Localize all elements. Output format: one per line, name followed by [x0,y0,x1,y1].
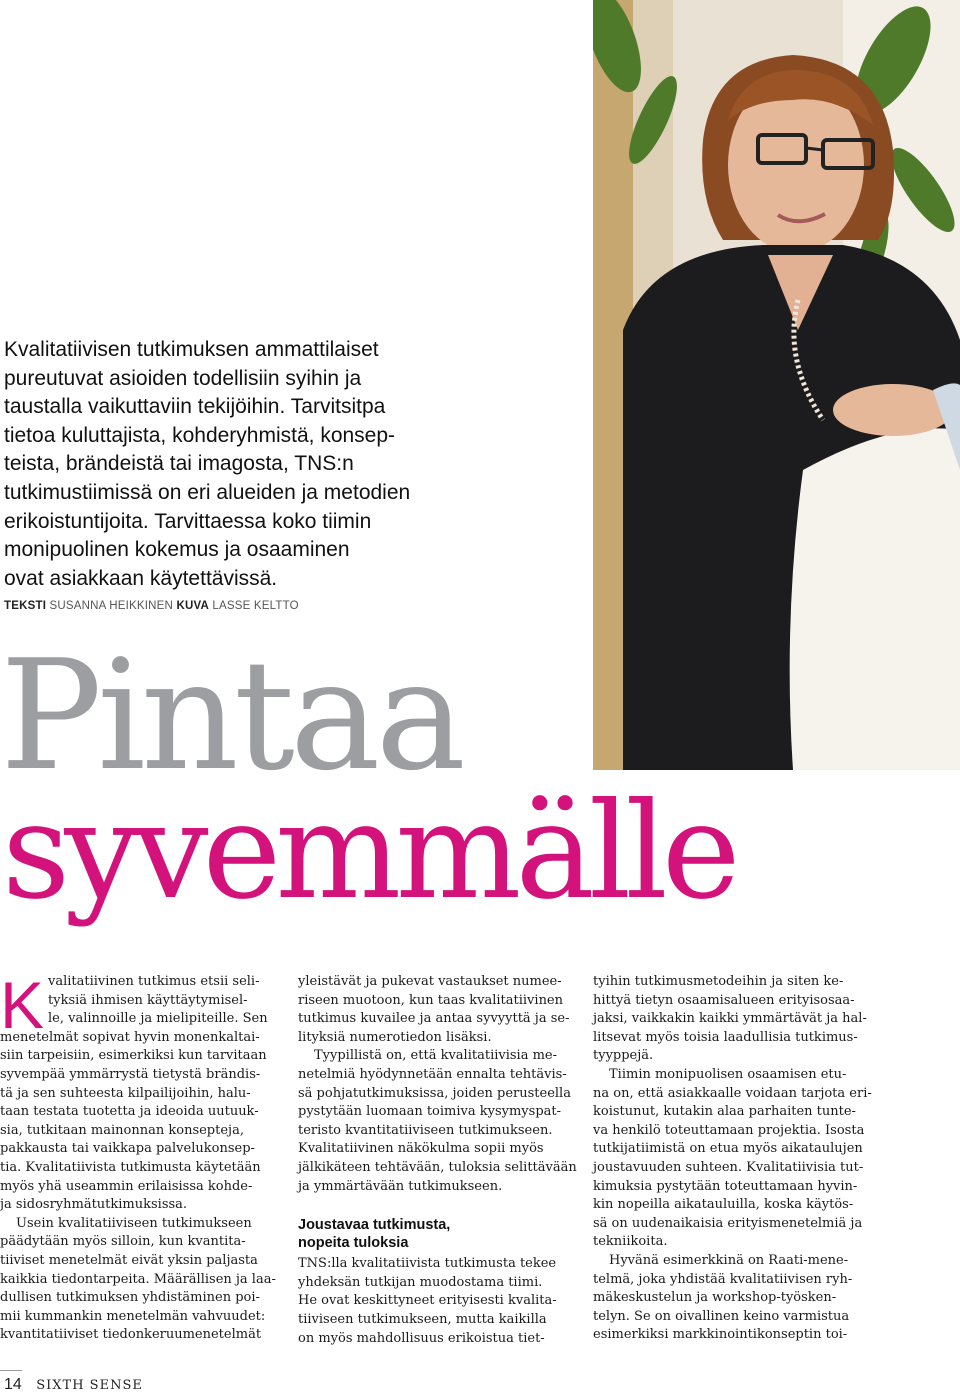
body-line: TNS:lla kvalitatiivista tutkimusta tekee [298,1256,557,1272]
body-line: valitatiivinen tutkimus etsii seli- [48,974,260,989]
body-line: tä ja sen suhteesta kilpailijoihin, halu- [0,1085,251,1101]
body-line: ja ymmärtävään tutkimukseen. [298,1178,503,1194]
headline-line-1: Pintaa [0,627,462,804]
body-line: mii kummankin menetelmän vahvuudet: [0,1308,266,1324]
lead-line: monipuolinen kokemus ja osaaminen [4,538,350,562]
body-line: siin tarpeisiin, esimerkiksi kun tarvitaan [0,1048,267,1064]
body-line: tutkimus kuvailee ja antaa syvyyttä ja se- [298,1011,570,1027]
subheading: nopeita tuloksia [298,1235,409,1252]
body-line: tia. Kvalitatiivista tutkimusta käytetään [0,1159,261,1175]
body-line: na on, että asiakkaalle voidaan tarjota eri- [593,1085,872,1101]
body-line: va henkilö toteuttamaan projektia. Isosta [593,1122,865,1138]
lead-line: teista, brändeistä tai imagosta, TNS:n [4,452,354,476]
body-line: sia, tutkitaan mainonnan konsepteja, [0,1122,244,1138]
body-line: mäkeskustelun ja workshop-työsken- [593,1290,837,1306]
body-line: Kvalitatiivinen näkökulma sopii myös [298,1141,544,1157]
body-line: tutkijatiimistä on etua myös aikataulujen [593,1141,863,1157]
lead-line: Kvalitatiivisen tutkimuksen ammattilaiset [4,338,379,361]
body-column-3 [593,973,872,1345]
body-line: kaikkia tiedontarpeita. Määrällisen ja laa- [0,1271,276,1287]
body-line: jälkikäteen tehtävään, tuloksia selittävään [298,1159,577,1175]
body-line: telmä, joka yhdistää kvalitatiivisen ryh- [593,1271,853,1287]
body-line: kin nopeilla aikatauluilla, koska käytös- [593,1197,854,1213]
lead-line: tutkimustiimissä on eri alueiden ja metodien [4,480,411,504]
body-line: hittyä tietyn osaamisalueen erityisosaa- [593,992,855,1008]
body-line: taan testata tuotetta ja ideoida uutuuk- [0,1104,259,1120]
byline-text-label: TEKSTI [4,600,47,612]
body-line: tyksiä ihmisen käyttäytymisel- [48,992,248,1008]
headline-line-2: syvemmälle [2,775,735,929]
body-line: Tyypillistä on, että kvalitatiivisia me- [314,1048,558,1064]
body-line: sä pohjatutkimuksissa, joiden perusteella [298,1085,571,1101]
body-line: myös yhä useammin erilaisissa kohde- [0,1178,253,1194]
body-line: syvempää ymmärrystä tietystä brändis- [0,1066,261,1082]
byline-author: SUSANNA HEIKKINEN [49,600,174,612]
body-column-1 [0,968,276,1345]
footer-rule [0,1370,22,1371]
body-line: jaksi, vaikkakin kaikki ymmärtävät ja hal- [593,1011,867,1027]
body-line: dullisen tutkimuksen yhdistäminen poi- [0,1290,260,1306]
publication-name: SIXTH SENSE [36,1378,143,1393]
body-line: kimuksia pystytään toteuttamaan hyvin- [593,1178,858,1194]
body-line: yleistävät ja pukevat vastaukset numee- [298,974,562,989]
body-line: yhdeksän tutkijan muodostama tiimi. [298,1274,543,1290]
body-line: netelmiä hyödynnetään ennalta tehtävis- [298,1066,567,1082]
body-line: menetelmät sopivat hyvin monenkaltai- [0,1029,260,1045]
body-line: tyihin tutkimusmetodeihin ja siten ke- [593,974,844,989]
body-line: esimerkiksi markkinointikonseptin toi- [593,1327,848,1343]
lead-line: erikoistuntijoita. Tarvittaessa koko tiimin [4,509,372,533]
drop-cap: K [0,968,45,1042]
lead-line: taustalla vaikuttaviin tekijöihin. Tarvitsitpa [4,395,386,419]
body-line: Hyvänä esimerkkinä on Raati-mene- [609,1252,849,1268]
page-number: 14 [4,1376,22,1393]
body-line: tiiviset menetelmät eivät yksin paljasta [0,1252,258,1268]
body-line: tiiviseen tutkimukseen, mutta kaikilla [298,1311,547,1327]
body-line: telyn. Se on oivallinen keino varmistua [593,1308,850,1324]
body-line: teristo kvantitatiiviseen tutkimukseen. [298,1122,553,1138]
portrait-photo [593,0,960,770]
page-footer [4,1376,143,1394]
body-line: sä on uudenaikaisia erityismenetelmiä ja [593,1215,863,1231]
body-line: joustavuuden suhteen. Kvalitatiivisia tut- [593,1159,864,1175]
body-line: tyyppejä. [593,1048,654,1064]
body-line: päädytään myös silloin, kun kvantita- [0,1234,246,1250]
body-line: riseen muotoon, kun taas kvalitatiivinen [298,992,564,1008]
lead-paragraph [4,336,504,593]
body-line: ja sidosryhmätutkimuksissa. [0,1197,188,1213]
lead-line: pureutuvat asioiden todellisiin syihin ja [4,366,362,390]
body-line: Usein kvalitatiiviseen tutkimukseen [16,1215,252,1231]
body-line: koistunut, kutakin alaa parhaiten tunte- [593,1104,856,1120]
byline [4,600,299,612]
body-line: pakkausta tai vaikkapa palvelukonsep- [0,1141,255,1157]
body-line: Tiimin monipuolisen osaamisen etu- [609,1066,847,1082]
body-line: kvantitatiiviset tiedonkeruumenetelmät [0,1327,262,1343]
lead-line: ovat asiakkaan käytettävissä. [4,566,278,590]
lead-line: tietoa kuluttajista, kohderyhmistä, konsep- [4,423,396,447]
body-line: lityksiä numerotiedon lisäksi. [298,1029,492,1045]
body-line: He ovat keskittyneet erityisesti kvalita- [298,1293,557,1309]
body-line: pystytään luomaan toimiva kysymyspat- [298,1104,562,1120]
body-line: le, valinnoille ja mielipiteille. Sen [48,1011,268,1027]
body-line: litsevat myös toisia laadullisia tutkimus- [593,1029,858,1045]
body-line: tekniikoita. [593,1234,668,1250]
body-line: on myös mahdollisuus erikoistua tiet- [298,1330,545,1346]
byline-photo-label: KUVA [176,600,209,612]
subheading: Joustavaa tutkimusta, [298,1217,451,1234]
byline-photographer: LASSE KELTTO [212,600,299,612]
body-column-2 [298,973,577,1348]
